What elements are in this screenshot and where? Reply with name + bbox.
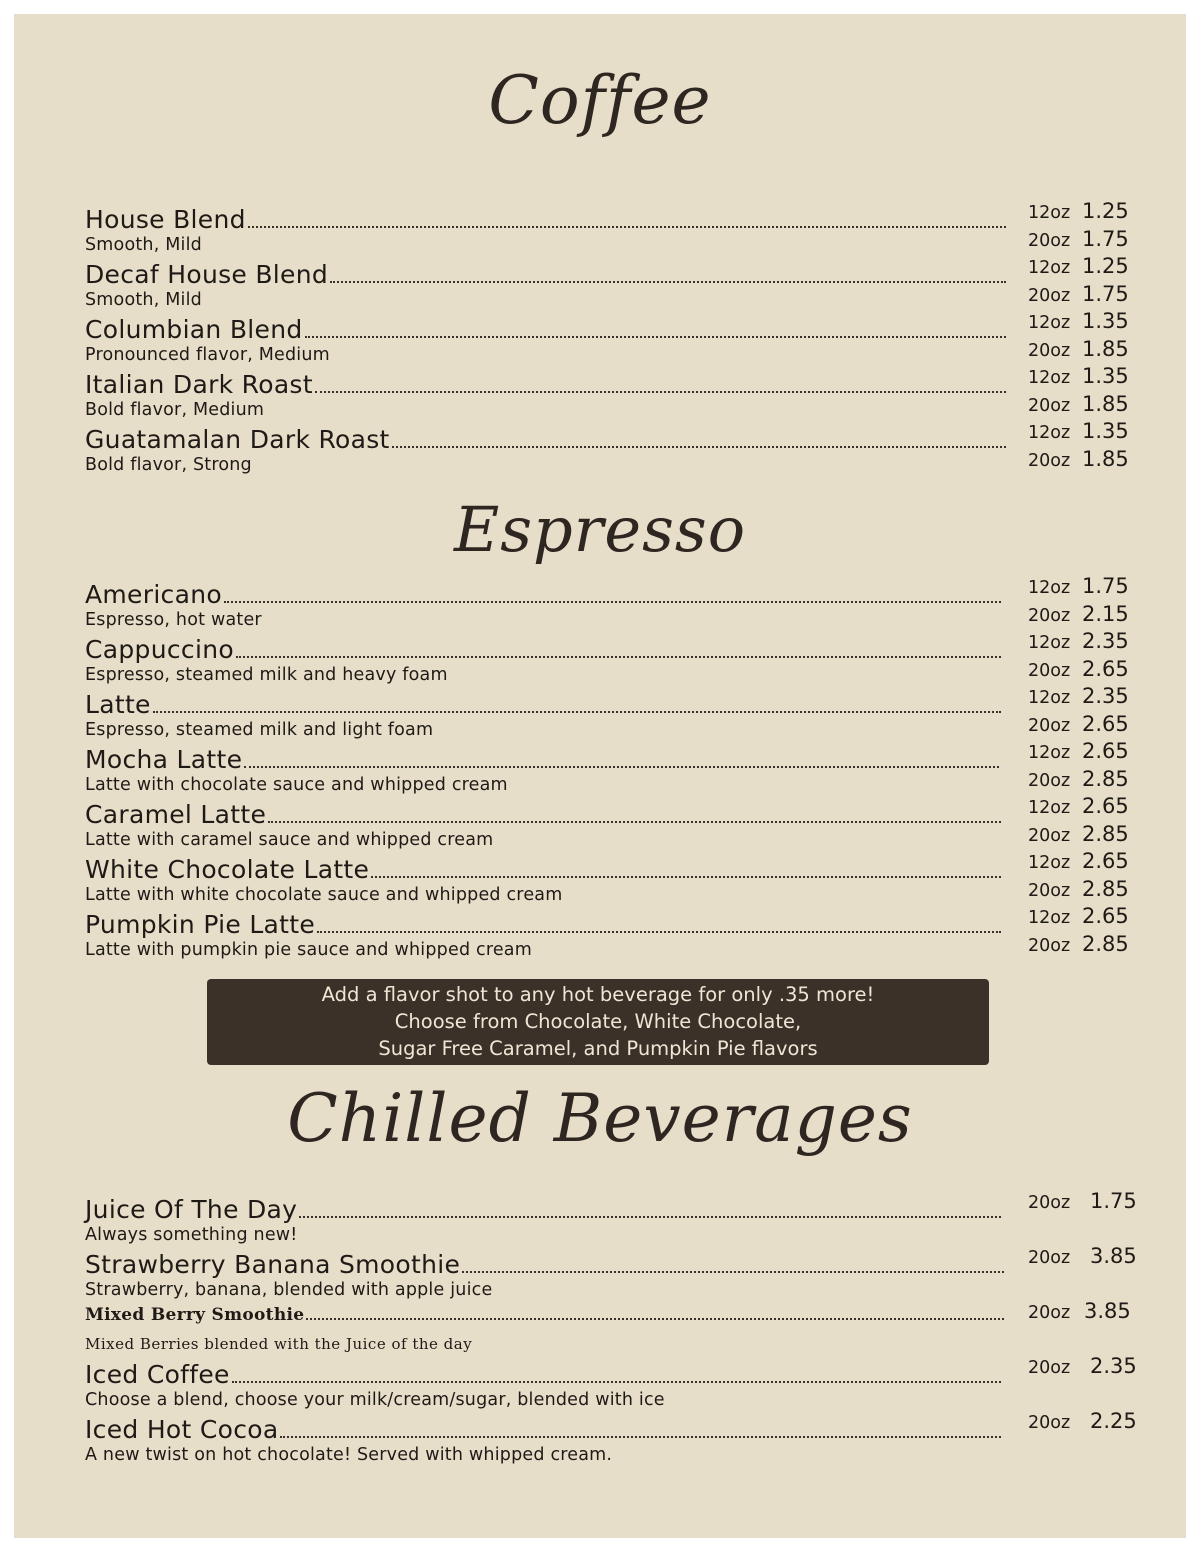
price: 2.85 [1082, 766, 1129, 791]
item-description: Smooth, Mild [85, 290, 202, 310]
item-prices [1028, 629, 1148, 684]
menu-item [85, 904, 1145, 965]
menu-item [85, 1189, 1145, 1250]
size-label: 12oz [1028, 633, 1071, 653]
size-label: 20oz [1028, 715, 1071, 736]
item-description: Latte with chocolate sauce and whipped cream [85, 775, 508, 795]
item-description: Espresso, hot water [85, 610, 262, 630]
menu-item [85, 1354, 1145, 1415]
price: 1.75 [1082, 281, 1129, 306]
item-prices [1028, 309, 1148, 364]
price: 1.75 [1090, 1189, 1137, 1213]
price: 2.35 [1082, 684, 1129, 708]
dot-leader [317, 931, 1001, 933]
item-name: Iced Hot Cocoa [85, 1415, 279, 1444]
item-prices [1028, 1354, 1148, 1382]
price: 2.25 [1090, 1409, 1137, 1433]
price: 1.35 [1082, 364, 1129, 388]
size-label: 12oz [1028, 688, 1071, 708]
price: 1.35 [1082, 309, 1129, 333]
dot-leader [315, 391, 1006, 393]
price: 2.65 [1082, 794, 1129, 818]
item-name: Columbian Blend [85, 315, 303, 344]
dot-leader [280, 1436, 1001, 1438]
size-label: 20oz [1028, 825, 1071, 846]
price: 1.85 [1082, 391, 1129, 416]
flavor-shot-banner [207, 979, 989, 1065]
item-prices [1028, 684, 1148, 739]
section-title-coffee: Coffee [488, 62, 712, 139]
dot-leader [244, 766, 999, 768]
item-prices [1028, 574, 1148, 629]
dot-leader [268, 821, 1001, 823]
dot-leader [248, 226, 1006, 228]
item-name: Mocha Latte [85, 745, 243, 774]
price: 2.65 [1082, 711, 1129, 736]
menu-item [85, 1409, 1145, 1470]
size-label: 20oz [1028, 230, 1071, 251]
item-name: House Blend [85, 205, 246, 234]
item-name: Italian Dark Roast [85, 370, 313, 399]
item-prices [1028, 794, 1148, 849]
menu-item [85, 364, 1145, 425]
banner-line: Add a flavor shot to any hot beverage for only .35 more! [321, 983, 875, 1006]
item-name: Latte [85, 690, 151, 719]
item-prices [1028, 739, 1148, 794]
item-name: Decaf House Blend [85, 260, 329, 289]
price: 2.65 [1082, 739, 1129, 763]
banner-line: Choose from Chocolate, White Chocolate, [394, 1010, 802, 1033]
item-prices [1028, 1189, 1148, 1217]
dot-leader [392, 446, 1006, 448]
price: 1.85 [1082, 446, 1129, 471]
menu-item [85, 419, 1145, 480]
price: 2.35 [1082, 629, 1129, 653]
item-description: Bold flavor, Strong [85, 455, 252, 475]
dot-leader [330, 281, 1006, 283]
price: 1.35 [1082, 419, 1129, 443]
item-prices [1028, 1299, 1148, 1327]
item-name: Cappuccino [85, 635, 234, 664]
price: 1.75 [1082, 226, 1129, 251]
item-description: Bold flavor, Medium [85, 400, 265, 420]
price: 1.75 [1082, 574, 1129, 598]
item-description: Choose a blend, choose your milk/cream/sugar, blended with ice [85, 1390, 665, 1410]
size-label: 20oz [1028, 1193, 1071, 1213]
price: 1.25 [1082, 254, 1129, 278]
price: 2.65 [1082, 656, 1129, 681]
price: 3.85 [1090, 1244, 1137, 1268]
menu-item [85, 574, 1145, 635]
size-label: 20oz [1028, 1358, 1071, 1378]
price: 2.35 [1090, 1354, 1137, 1378]
section-title-espresso: Espresso [453, 493, 747, 566]
dot-leader [462, 1271, 1004, 1273]
item-description: Latte with white chocolate sauce and whipped cream [85, 885, 563, 905]
menu-item [85, 1244, 1145, 1305]
dot-leader [305, 336, 1006, 338]
size-label: 12oz [1028, 313, 1071, 333]
item-prices [1028, 199, 1148, 254]
size-label: 12oz [1028, 578, 1071, 598]
dot-leader [232, 1381, 1001, 1383]
item-description: Latte with pumpkin pie sauce and whipped cream [85, 940, 532, 960]
size-label: 20oz [1028, 1248, 1071, 1268]
size-label: 20oz [1028, 395, 1071, 416]
size-label: 12oz [1028, 203, 1071, 223]
size-label: 20oz [1028, 660, 1071, 681]
item-prices [1028, 364, 1148, 419]
price: 2.65 [1082, 904, 1129, 928]
menu-item [85, 309, 1145, 370]
item-description: Pronounced flavor, Medium [85, 345, 330, 365]
item-prices [1028, 1409, 1148, 1437]
size-label: 12oz [1028, 853, 1071, 873]
size-label: 20oz [1028, 285, 1071, 306]
menu-item [85, 199, 1145, 260]
price: 2.65 [1082, 849, 1129, 873]
menu-item [85, 629, 1145, 690]
item-name: Americano [85, 580, 222, 609]
price: 1.85 [1082, 336, 1129, 361]
size-label: 12oz [1028, 423, 1071, 443]
size-label: 12oz [1028, 258, 1071, 278]
size-label: 20oz [1028, 450, 1071, 471]
size-label: 12oz [1028, 743, 1071, 763]
dot-leader [299, 1216, 1001, 1218]
menu-item [85, 1299, 1145, 1360]
item-name: Guatamalan Dark Roast [85, 425, 390, 454]
item-name: Strawberry Banana Smoothie [85, 1250, 461, 1279]
price: 2.85 [1082, 931, 1129, 956]
menu-item [85, 794, 1145, 855]
item-prices [1028, 904, 1148, 959]
item-description: A new twist on hot chocolate! Served with whipped cream. [85, 1445, 613, 1465]
section-title-chilled-beverages: Chilled Beverages [287, 1080, 913, 1157]
menu-item [85, 849, 1145, 910]
size-label: 20oz [1028, 340, 1071, 361]
size-label: 20oz [1028, 935, 1071, 956]
dot-leader [371, 876, 1001, 878]
menu-item [85, 684, 1145, 745]
item-description: Latte with caramel sauce and whipped cream [85, 830, 494, 850]
item-name: White Chocolate Latte [85, 855, 370, 884]
menu-item [85, 254, 1145, 315]
item-name: Caramel Latte [85, 800, 267, 829]
dot-leader [306, 1318, 1004, 1320]
item-description: Strawberry, banana, blended with apple juice [85, 1280, 493, 1300]
size-label: 20oz [1028, 1413, 1071, 1433]
item-name: Mixed Berry Smoothie [85, 1305, 305, 1325]
price: 2.15 [1082, 601, 1129, 626]
dot-leader [224, 601, 1001, 603]
item-description: Smooth, Mild [85, 235, 202, 255]
price: 3.85 [1084, 1299, 1131, 1323]
size-label: 20oz [1028, 1303, 1071, 1323]
item-name: Iced Coffee [85, 1360, 230, 1389]
dot-leader [236, 656, 1001, 658]
item-name: Pumpkin Pie Latte [85, 910, 316, 939]
item-description: Mixed Berries blended with the Juice of the day [85, 1335, 473, 1353]
size-label: 20oz [1028, 605, 1071, 626]
item-description: Espresso, steamed milk and heavy foam [85, 665, 448, 685]
item-prices [1028, 419, 1148, 474]
size-label: 12oz [1028, 798, 1071, 818]
size-label: 20oz [1028, 770, 1071, 791]
item-prices [1028, 254, 1148, 309]
size-label: 12oz [1028, 908, 1071, 928]
price: 2.85 [1082, 821, 1129, 846]
item-name: Juice Of The Day [85, 1195, 298, 1224]
size-label: 20oz [1028, 880, 1071, 901]
price: 1.25 [1082, 199, 1129, 223]
menu-item [85, 739, 1145, 800]
item-description: Espresso, steamed milk and light foam [85, 720, 434, 740]
dot-leader [153, 711, 1001, 713]
size-label: 12oz [1028, 368, 1071, 388]
banner-line: Sugar Free Caramel, and Pumpkin Pie flavors [378, 1037, 818, 1060]
price: 2.85 [1082, 876, 1129, 901]
item-prices [1028, 849, 1148, 904]
item-description: Always something new! [85, 1225, 298, 1245]
item-prices [1028, 1244, 1148, 1272]
